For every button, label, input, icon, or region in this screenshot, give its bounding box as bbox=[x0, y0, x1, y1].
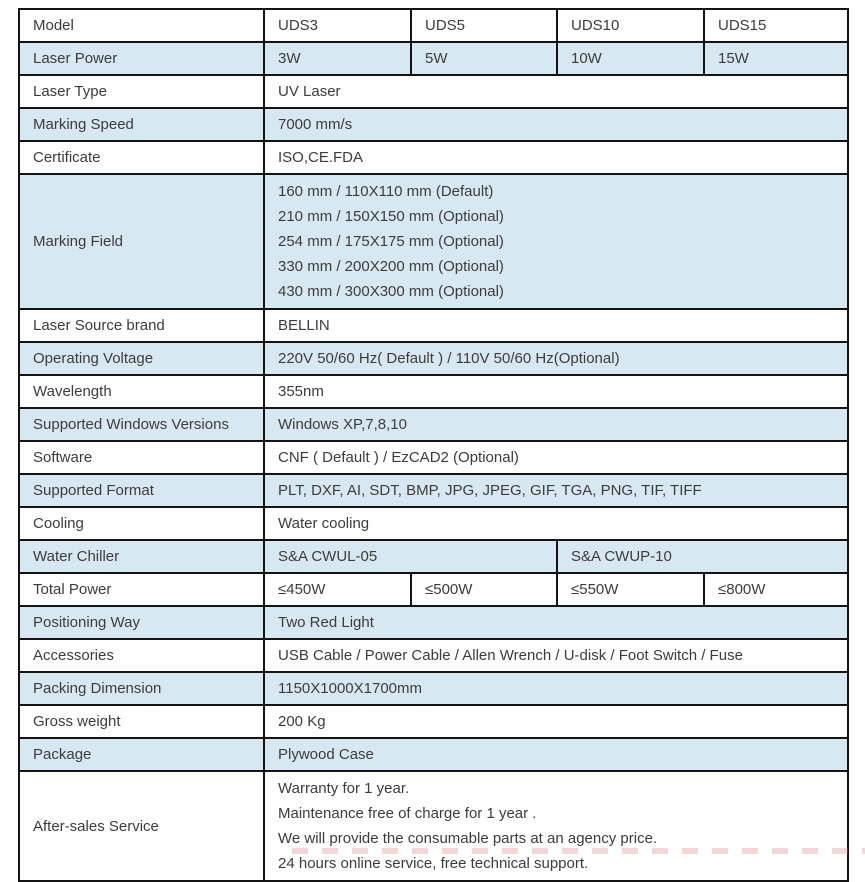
spec-value: CNF ( Default ) / EzCAD2 (Optional) bbox=[264, 441, 848, 474]
spec-value: UDS10 bbox=[557, 9, 704, 42]
table-row bbox=[19, 738, 848, 771]
table-row bbox=[19, 540, 848, 573]
spec-value-line: We will provide the consumable parts at an agency price. bbox=[278, 830, 658, 847]
spec-label: Total Power bbox=[19, 573, 264, 606]
table-row bbox=[19, 108, 848, 141]
spec-value: ISO,CE.FDA bbox=[264, 141, 848, 174]
spec-value: Plywood Case bbox=[264, 738, 848, 771]
table-row bbox=[19, 408, 848, 441]
spec-label: Supported Format bbox=[19, 474, 264, 507]
spec-value: Two Red Light bbox=[264, 606, 848, 639]
spec-table-body bbox=[19, 9, 848, 881]
spec-value-line: Maintenance free of charge for 1 year . bbox=[278, 805, 537, 822]
spec-value: UDS3 bbox=[264, 9, 411, 42]
spec-label: Supported Windows Versions bbox=[19, 408, 264, 441]
spec-value-line: 330 mm / 200X200 mm (Optional) bbox=[278, 258, 504, 275]
table-row bbox=[19, 672, 848, 705]
table-row bbox=[19, 639, 848, 672]
table-row bbox=[19, 309, 848, 342]
spec-value: ≤800W bbox=[704, 573, 848, 606]
spec-value: ≤450W bbox=[264, 573, 411, 606]
table-row bbox=[19, 705, 848, 738]
spec-label: Positioning Way bbox=[19, 606, 264, 639]
spec-value-line: 430 mm / 300X300 mm (Optional) bbox=[278, 283, 504, 300]
table-row bbox=[19, 573, 848, 606]
spec-value: Water cooling bbox=[264, 507, 848, 540]
spec-label: Marking Field bbox=[19, 174, 264, 309]
spec-value: UDS5 bbox=[411, 9, 557, 42]
spec-value: Windows XP,7,8,10 bbox=[264, 408, 848, 441]
spec-label: Model bbox=[19, 9, 264, 42]
spec-label: Packing Dimension bbox=[19, 672, 264, 705]
spec-label: Marking Speed bbox=[19, 108, 264, 141]
spec-value: ≤500W bbox=[411, 573, 557, 606]
table-row bbox=[19, 441, 848, 474]
table-row bbox=[19, 141, 848, 174]
spec-value-line: 160 mm / 110X110 mm (Default) bbox=[278, 183, 494, 200]
spec-label: Software bbox=[19, 441, 264, 474]
spec-value-line: Warranty for 1 year. bbox=[278, 780, 410, 797]
spec-value-line: 24 hours online service, free technical support. bbox=[278, 855, 589, 872]
spec-label: After-sales Service bbox=[19, 771, 264, 881]
spec-label: Operating Voltage bbox=[19, 342, 264, 375]
spec-value: BELLIN bbox=[264, 309, 848, 342]
spec-label: Gross weight bbox=[19, 705, 264, 738]
spec-value: 355nm bbox=[264, 375, 848, 408]
table-row bbox=[19, 75, 848, 108]
spec-table bbox=[18, 8, 849, 882]
spec-value: 200 Kg bbox=[264, 705, 848, 738]
table-row bbox=[19, 507, 848, 540]
spec-label: Package bbox=[19, 738, 264, 771]
spec-value: S&A CWUL-05 bbox=[264, 540, 557, 573]
spec-value: 15W bbox=[704, 42, 848, 75]
spec-label: Cooling bbox=[19, 507, 264, 540]
spec-value: 3W bbox=[264, 42, 411, 75]
spec-value bbox=[264, 771, 848, 881]
spec-label: Laser Source brand bbox=[19, 309, 264, 342]
spec-value: UV Laser bbox=[264, 75, 848, 108]
spec-value: UDS15 bbox=[704, 9, 848, 42]
table-row bbox=[19, 174, 848, 309]
table-row bbox=[19, 342, 848, 375]
spec-value: USB Cable / Power Cable / Allen Wrench / U-disk / Foot Switch / Fuse bbox=[264, 639, 848, 672]
spec-label: Water Chiller bbox=[19, 540, 264, 573]
spec-value: 7000 mm/s bbox=[264, 108, 848, 141]
table-row bbox=[19, 42, 848, 75]
spec-value-line: 210 mm / 150X150 mm (Optional) bbox=[278, 208, 504, 225]
spec-value: S&A CWUP-10 bbox=[557, 540, 848, 573]
spec-label: Laser Type bbox=[19, 75, 264, 108]
spec-value-line: 254 mm / 175X175 mm (Optional) bbox=[278, 233, 504, 250]
spec-value: 10W bbox=[557, 42, 704, 75]
table-row bbox=[19, 375, 848, 408]
table-row bbox=[19, 771, 848, 881]
table-row bbox=[19, 474, 848, 507]
table-row bbox=[19, 9, 848, 42]
spec-label: Accessories bbox=[19, 639, 264, 672]
spec-value: 1150X1000X1700mm bbox=[264, 672, 848, 705]
spec-value bbox=[264, 174, 848, 309]
spec-value: 220V 50/60 Hz( Default ) / 110V 50/60 Hz(Optional) bbox=[264, 342, 848, 375]
spec-label: Laser Power bbox=[19, 42, 264, 75]
bottom-artifact bbox=[292, 848, 865, 854]
spec-label: Certificate bbox=[19, 141, 264, 174]
spec-value: PLT, DXF, AI, SDT, BMP, JPG, JPEG, GIF, TGA, PNG, TIF, TIFF bbox=[264, 474, 848, 507]
table-row bbox=[19, 606, 848, 639]
spec-value: 5W bbox=[411, 42, 557, 75]
spec-label: Wavelength bbox=[19, 375, 264, 408]
spec-value: ≤550W bbox=[557, 573, 704, 606]
